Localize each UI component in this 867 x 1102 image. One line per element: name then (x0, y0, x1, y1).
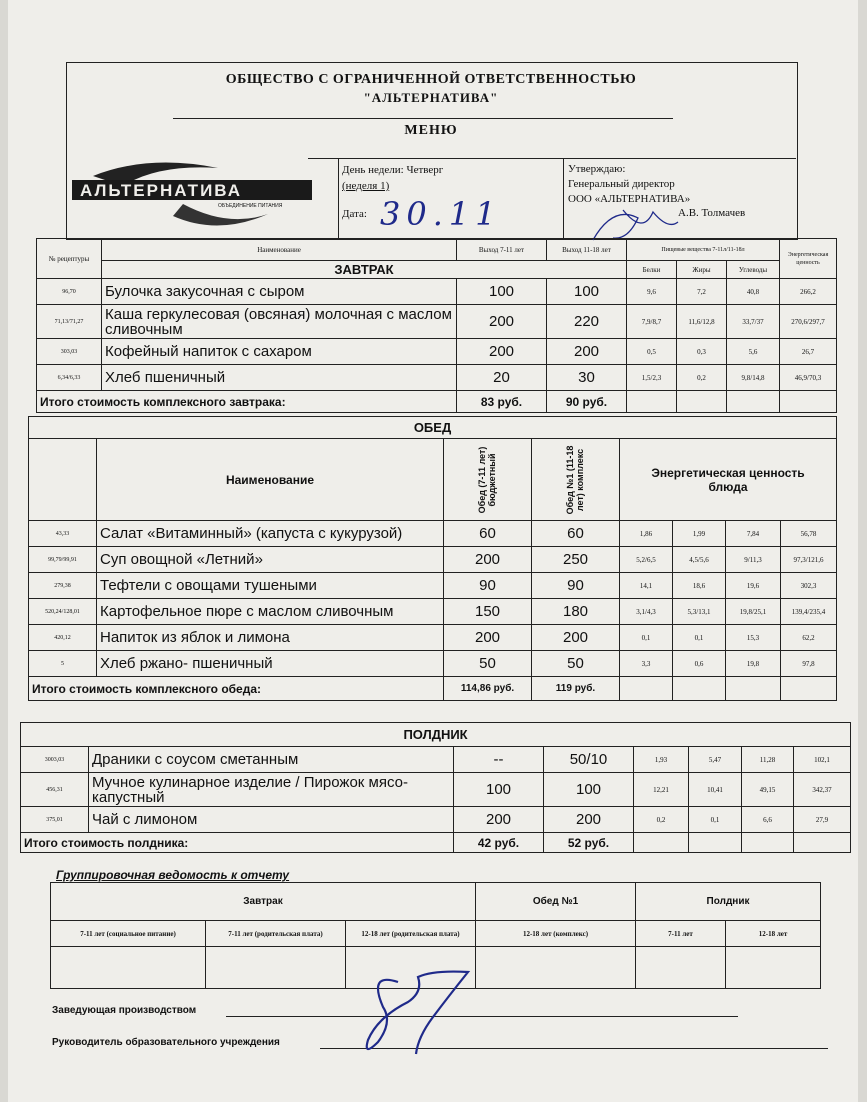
lunch-cell-a: 50 (444, 651, 532, 677)
breakfast-table (36, 238, 837, 413)
summary-snack: Полдник (636, 883, 821, 921)
lunch-total-label: Итого стоимость комплексного обеда: (29, 677, 444, 701)
lunch-cell-name: Суп овощной «Летний» (97, 547, 444, 573)
lunch-cell-p: 0,1 (620, 625, 673, 651)
summary-col-2: 7-11 лет (родительская плата) (206, 921, 346, 947)
approver-name: А.В. Толмачев (678, 207, 746, 219)
lunch-cell-a: 200 (444, 625, 532, 651)
breakfast-cell-name: Булочка закусочная с сыром (102, 279, 457, 305)
snack-cell-e: 342,37 (794, 773, 851, 807)
lunch-total-a: 114,86 руб. (444, 677, 532, 701)
snack-cell-a: -- (454, 747, 544, 773)
breakfast-cell-a: 200 (457, 339, 547, 365)
breakfast-cell-b: 200 (547, 339, 627, 365)
breakfast-cell-f: 11,6/12,8 (677, 305, 727, 339)
lunch-row (29, 547, 837, 573)
snack-total-a: 42 руб. (454, 833, 544, 853)
snack-cell-code: 3003,03 (21, 747, 89, 773)
org-name-line2: "АЛЬТЕРНАТИВА" (363, 90, 499, 105)
col-header-out-11-18: Выход 11-18 лет (547, 239, 627, 261)
lunch-cell-name: Салат «Витаминный» (капуста с кукурузой) (97, 521, 444, 547)
summary-breakfast: Завтрак (51, 883, 476, 921)
breakfast-cell-e: 270,6/297,7 (780, 305, 837, 339)
title-underline (173, 118, 673, 119)
lunch-cell-a: 90 (444, 573, 532, 599)
col-header-nutrients: Пищевые вещества 7-11л/11-18л (627, 239, 780, 261)
header-col-divider-2 (563, 158, 564, 238)
lunch-row (29, 573, 837, 599)
col-header-fat: Жиры (677, 261, 727, 279)
breakfast-cell-p: 7,9/8,7 (627, 305, 677, 339)
lunch-cell-name: Хлеб ржано- пшеничный (97, 651, 444, 677)
lunch-cell-c: 19,6 (726, 573, 781, 599)
lunch-cell-code: 520,24/128,01 (29, 599, 97, 625)
lunch-col-b: Обед №1 (11-18 лет) комплекс (565, 445, 585, 514)
breakfast-cell-a: 200 (457, 305, 547, 339)
lunch-cell-p: 3,3 (620, 651, 673, 677)
lunch-cell-b: 180 (532, 599, 620, 625)
breakfast-total-b: 90 руб. (547, 391, 627, 413)
snack-table (20, 722, 851, 853)
breakfast-row (37, 279, 837, 305)
snack-row (21, 747, 851, 773)
breakfast-row (37, 305, 837, 339)
snack-row (21, 773, 851, 807)
breakfast-cell-p: 0,5 (627, 339, 677, 365)
lunch-cell-c: 9/11,3 (726, 547, 781, 573)
lunch-cell-a: 150 (444, 599, 532, 625)
approve-line1: Утверждаю: (568, 163, 626, 175)
breakfast-cell-code: 303,03 (37, 339, 102, 365)
lunch-row (29, 521, 837, 547)
summary-col-4: 12-18 лет (комплекс) (476, 921, 636, 947)
lunch-table (28, 416, 837, 701)
col-header-name: Наименование (102, 239, 457, 261)
breakfast-cell-a: 20 (457, 365, 547, 391)
lunch-col-energy: Энергетическая ценность блюда (620, 439, 837, 521)
lunch-cell-c: 7,84 (726, 521, 781, 547)
sign-head-school: Руководитель образовательного учреждения (52, 1037, 280, 1048)
lunch-cell-e: 56,78 (781, 521, 837, 547)
date-value-handwritten: 30.11 (380, 195, 502, 233)
lunch-cell-a: 200 (444, 547, 532, 573)
breakfast-cell-code: 96,70 (37, 279, 102, 305)
header-col-divider-1 (338, 158, 339, 238)
snack-cell-c: 11,28 (742, 747, 794, 773)
breakfast-cell-c: 33,7/37 (727, 305, 780, 339)
breakfast-row (37, 339, 837, 365)
breakfast-row (37, 365, 837, 391)
lunch-cell-b: 50 (532, 651, 620, 677)
menu-title: МЕНЮ (404, 123, 458, 138)
breakfast-cell-f: 0,3 (677, 339, 727, 365)
breakfast-title: ЗАВТРАК (102, 261, 627, 279)
snack-cell-b: 50/10 (544, 747, 634, 773)
breakfast-cell-f: 0,2 (677, 365, 727, 391)
breakfast-cell-b: 100 (547, 279, 627, 305)
snack-cell-f: 5,47 (689, 747, 742, 773)
lunch-cell-f: 1,99 (673, 521, 726, 547)
lunch-cell-b: 60 (532, 521, 620, 547)
snack-cell-a: 100 (454, 773, 544, 807)
lunch-cell-e: 139,4/235,4 (781, 599, 837, 625)
lunch-cell-a: 60 (444, 521, 532, 547)
snack-cell-e: 102,1 (794, 747, 851, 773)
snack-cell-c: 49,15 (742, 773, 794, 807)
logo-subtext: ОБЪЕДИНЕНИЕ ПИТАНИЯ (218, 203, 283, 209)
lunch-cell-c: 19,8 (726, 651, 781, 677)
org-name-line1: ОБЩЕСТВО С ОГРАНИЧЕННОЙ ОТВЕТСТВЕННОСТЬЮ (225, 72, 637, 87)
day-of-week: День недели: Четверг (342, 164, 444, 176)
summary-col-1: 7-11 лет (социальное питание) (51, 921, 206, 947)
lunch-cell-name: Тефтели с овощами тушеными (97, 573, 444, 599)
breakfast-cell-e: 46,9/70,3 (780, 365, 837, 391)
lunch-cell-e: 62,2 (781, 625, 837, 651)
snack-cell-code: 375,01 (21, 807, 89, 833)
header-divider (308, 158, 796, 159)
lunch-row (29, 625, 837, 651)
snack-cell-f: 0,1 (689, 807, 742, 833)
lunch-cell-f: 4,5/5,6 (673, 547, 726, 573)
breakfast-cell-c: 40,8 (727, 279, 780, 305)
breakfast-cell-a: 100 (457, 279, 547, 305)
breakfast-cell-name: Кофейный напиток с сахаром (102, 339, 457, 365)
breakfast-cell-c: 9,8/14,8 (727, 365, 780, 391)
lunch-cell-code: 279,38 (29, 573, 97, 599)
sign-head-production: Заведующая производством (52, 1005, 197, 1016)
snack-total-label: Итого стоимость полдника: (21, 833, 454, 853)
breakfast-cell-p: 9,6 (627, 279, 677, 305)
col-header-energy: Энергетическая ценность (780, 239, 837, 279)
snack-cell-f: 10,41 (689, 773, 742, 807)
lunch-col-a: Обед (7-11 лет) бюджетный (477, 446, 497, 513)
lunch-cell-e: 97,3/121,6 (781, 547, 837, 573)
lunch-title: ОБЕД (29, 417, 837, 439)
approve-line3: ООО «АЛЬТЕРНАТИВА» (568, 193, 691, 205)
col-header-out-7-11: Выход 7-11 лет (457, 239, 547, 261)
snack-cell-code: 456,31 (21, 773, 89, 807)
col-header-code: № рецептуры (37, 239, 102, 279)
col-header-protein: Белки (627, 261, 677, 279)
snack-cell-name: Мучное кулинарное изделие / Пирожок мясо-капустный (89, 773, 454, 807)
lunch-cell-p: 3,1/4,3 (620, 599, 673, 625)
approve-line2: Генеральный директор (568, 178, 675, 190)
lunch-cell-f: 18,6 (673, 573, 726, 599)
breakfast-cell-e: 26,7 (780, 339, 837, 365)
breakfast-cell-name: Каша геркулесовая (овсяная) молочная с маслом сливочным (102, 305, 457, 339)
snack-title: ПОЛДНИК (21, 723, 851, 747)
breakfast-cell-code: 6,34/6,33 (37, 365, 102, 391)
lunch-cell-name: Картофельное пюре с маслом сливочным (97, 599, 444, 625)
summary-lunch: Обед №1 (476, 883, 636, 921)
lunch-cell-name: Напиток из яблок и лимона (97, 625, 444, 651)
lunch-cell-c: 15,3 (726, 625, 781, 651)
snack-cell-b: 100 (544, 773, 634, 807)
lunch-cell-e: 97,8 (781, 651, 837, 677)
summary-col-5: 7-11 лет (636, 921, 726, 947)
breakfast-cell-name: Хлеб пшеничный (102, 365, 457, 391)
snack-cell-e: 27,9 (794, 807, 851, 833)
lunch-cell-code: 99,79/99,91 (29, 547, 97, 573)
lunch-cell-e: 302,3 (781, 573, 837, 599)
lunch-cell-code: 5 (29, 651, 97, 677)
logo-text: АЛЬТЕРНАТИВА (80, 181, 242, 200)
lunch-cell-f: 5,3/13,1 (673, 599, 726, 625)
summary-col-3: 12-18 лет (родительская плата) (346, 921, 476, 947)
breakfast-cell-b: 220 (547, 305, 627, 339)
summary-col-6: 12-18 лет (726, 921, 821, 947)
breakfast-cell-f: 7,2 (677, 279, 727, 305)
lunch-cell-b: 90 (532, 573, 620, 599)
lunch-total-b: 119 руб. (532, 677, 620, 701)
col-header-carbs: Углеводы (727, 261, 780, 279)
breakfast-cell-c: 5,6 (727, 339, 780, 365)
breakfast-total-label: Итого стоимость комплексного завтрака: (37, 391, 457, 413)
snack-cell-a: 200 (454, 807, 544, 833)
snack-cell-name: Чай с лимоном (89, 807, 454, 833)
snack-cell-p: 12,21 (634, 773, 689, 807)
menu-sheet (8, 0, 858, 1102)
week-number: (неделя 1) (342, 180, 390, 192)
lunch-col-name: Наименование (97, 439, 444, 521)
snack-total-b: 52 руб. (544, 833, 634, 853)
lunch-cell-p: 5,2/6,5 (620, 547, 673, 573)
lunch-cell-b: 200 (532, 625, 620, 651)
breakfast-cell-b: 30 (547, 365, 627, 391)
snack-cell-c: 6,6 (742, 807, 794, 833)
snack-cell-b: 200 (544, 807, 634, 833)
lunch-cell-b: 250 (532, 547, 620, 573)
lunch-row (29, 651, 837, 677)
lunch-cell-f: 0,6 (673, 651, 726, 677)
date-label: Дата: (342, 208, 367, 220)
company-logo (68, 156, 318, 236)
breakfast-cell-p: 1,5/2,3 (627, 365, 677, 391)
snack-cell-p: 0,2 (634, 807, 689, 833)
lunch-cell-f: 0,1 (673, 625, 726, 651)
snack-cell-p: 1,93 (634, 747, 689, 773)
lunch-cell-p: 14,1 (620, 573, 673, 599)
handwritten-signature (338, 962, 488, 1062)
lunch-row (29, 599, 837, 625)
breakfast-cell-e: 266,2 (780, 279, 837, 305)
lunch-cell-c: 19,8/25,1 (726, 599, 781, 625)
snack-cell-name: Драники с соусом сметанным (89, 747, 454, 773)
breakfast-cell-code: 71,13/71,27 (37, 305, 102, 339)
snack-row (21, 807, 851, 833)
breakfast-total-a: 83 руб. (457, 391, 547, 413)
summary-title: Группировочная ведомость к отчету (56, 868, 290, 882)
lunch-cell-code: 43,33 (29, 521, 97, 547)
lunch-cell-p: 1,86 (620, 521, 673, 547)
lunch-cell-code: 420,12 (29, 625, 97, 651)
